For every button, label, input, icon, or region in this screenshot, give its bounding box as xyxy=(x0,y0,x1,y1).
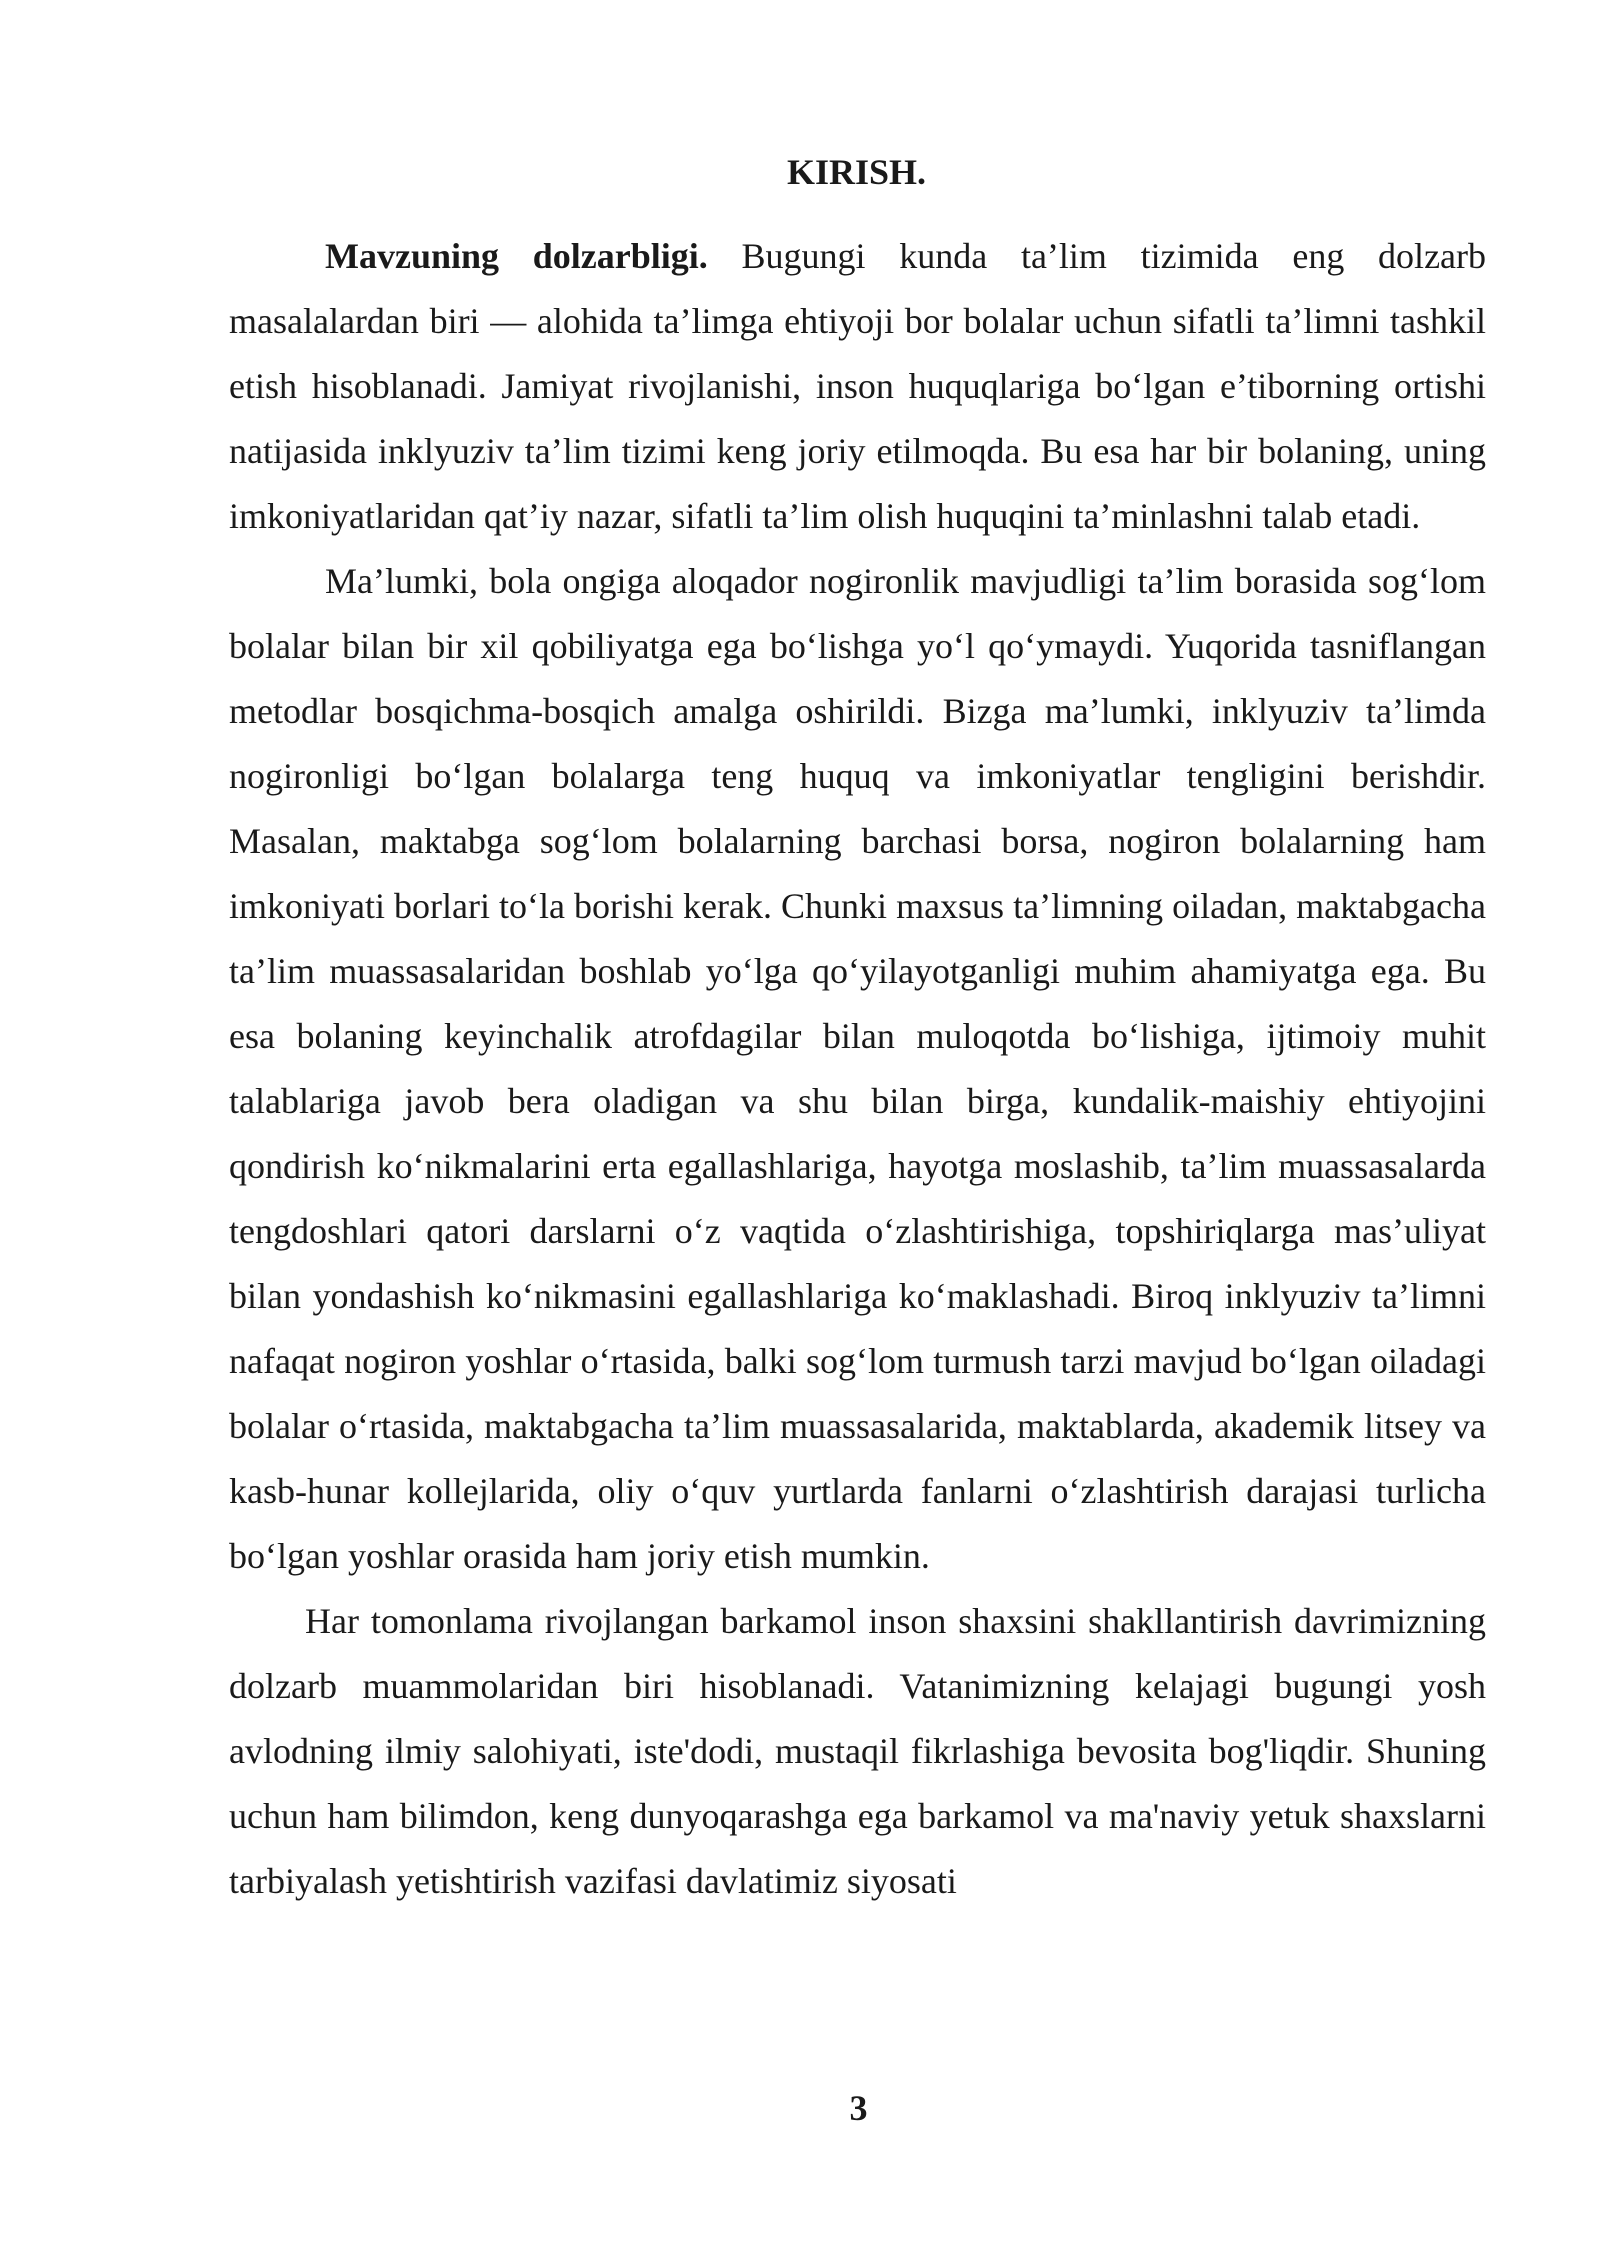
paragraph-text: Bugungi kunda ta’lim tizimida eng dolzarb masalalardan biri — alohida ta’limga ehtiyoji bor bolalar uchun sifatli ta’limni tashkil etish hisoblanadi. Jamiyat rivojlanishi, inson huquqlariga bo‘lgan e’tiborning ortishi natijasida inklyuziv ta’lim tizimi keng joriy etilmoqda. Bu esa har bir bolaning, uning imkoniyatlaridan qat’iy nazar, sifatli ta’lim olish huquqini ta’minlashni talab etadi. xyxy=(229,236,1487,536)
page-number: 3 xyxy=(849,2088,868,2128)
body-text xyxy=(229,224,1486,1914)
paragraph-inclusive-education xyxy=(229,549,1486,1589)
paragraph-text: Ma’lumki, bola ongiga aloqador nogironlik mavjudligi ta’lim borasida sog‘lom bolalar bilan bir xil qobiliyatga ega bo‘lishga yo‘l qo‘ymaydi. Yuqorida tasniflangan metodlar bosqichma-bosqich amalga oshirildi. Bizga ma’lumki, inklyuziv ta’limda nogironligi bo‘lgan bolalarga teng huquq va imkoniyatlar tengligini berishdir. Masalan, maktabga sog‘lom bolalarning barchasi borsa, nogiron bolalarning ham imkoniyati borlari to‘la borishi kerak. Chunki maxsus ta’limning oiladan, maktabgacha ta’lim muassasalaridan boshlab yo‘lga qo‘yilayotganligi muhim ahamiyatga ega. Bu esa bolaning keyinchalik atrofdagilar bilan muloqotda bo‘lishiga, ijtimoiy muhit talablariga javob bera oladigan va shu bilan birga, kundalik-maishiy ehtiyojini qondirish ko‘nikmalarini erta egallashlariga, hayotga moslashib, ta’lim muassasalarda tengdoshlari qatori darslarni o‘z vaqtida o‘zlashtirishiga, topshiriqlarga mas’uliyat bilan yondashish ko‘nikmasini egallashlariga ko‘maklashadi. Biroq inklyuziv ta’limni nafaqat nogiron yoshlar o‘rtasida, balki sog‘lom turmush tarzi mavjud bo‘lgan oiladagi bolalar o‘rtasida, maktabgacha ta’lim muassasalarida, maktablarda, akademik litsey va kasb-hunar kollejlarida, oliy o‘quv yurtlarda fanlarni o‘zlashtirish darajasi turlicha bo‘lgan yoshlar orasida ham joriy etish mumkin. xyxy=(229,561,1486,1576)
paragraph-lead: Mavzuning dolzarbligi. xyxy=(325,236,708,276)
paragraph-text: Har tomonlama rivojlangan barkamol inson shaxsini shakllantirish davrimizning dolzarb muammolaridan biri hisoblanadi. Vatanimizning kelajagi bugungi yosh avlodning ilmiy salohiyati, iste'dodi, mustaqil fikrlashiga bevosita bog'liqdir. Shuning uchun ham bilimdon, keng dunyoqarashga ega barkamol va ma'naviy yetuk shaxslarni tarbiyalash yetishtirish vazifasi davlatimiz siyosati xyxy=(229,1601,1486,1901)
page-title: KIRISH. xyxy=(786,152,927,192)
paragraph-harmonious-personality xyxy=(229,1589,1486,1914)
paragraph-relevance xyxy=(229,224,1486,549)
